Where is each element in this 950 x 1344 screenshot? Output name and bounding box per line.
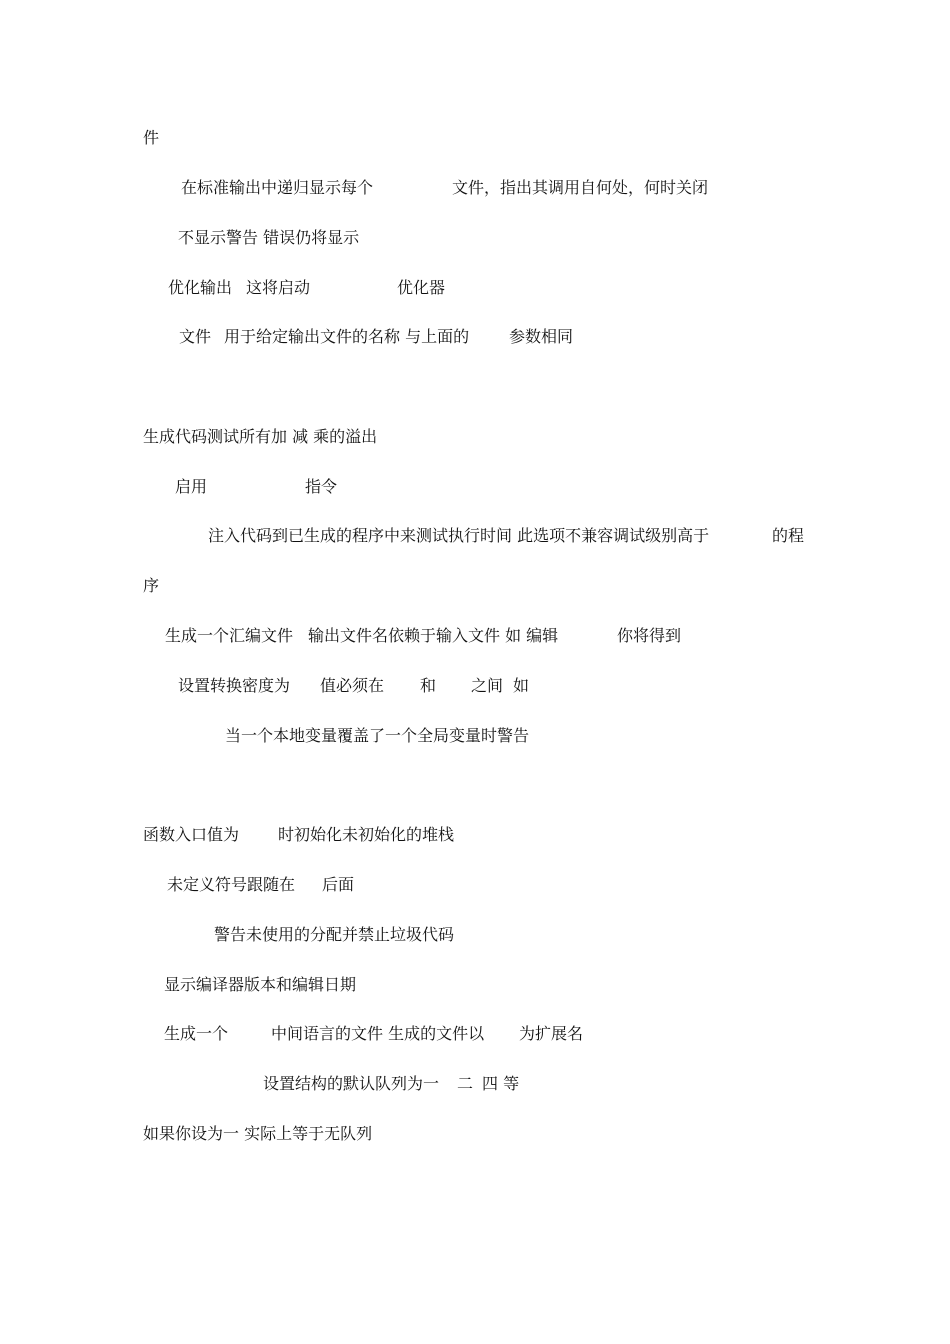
- text-line-2-part-1: 在标准输出中递归显示每个: [181, 178, 374, 197]
- text-line-17-part-3: 为扩展名: [519, 1024, 584, 1043]
- text-line-8-part-1: 注入代码到已生成的程序中来测试执行时间 此选项不兼容调试级别高于: [208, 526, 710, 545]
- text-line-5-part-1: 文件: [179, 327, 212, 346]
- text-line-11-part-4: 之间: [471, 676, 504, 695]
- text-line-17-part-2: 中间语言的文件 生成的文件以: [271, 1024, 485, 1043]
- text-line-13-part-2: 时初始化未初始化的堆栈: [278, 825, 455, 844]
- text-line-10-part-2: 输出文件名依赖于输入文件 如 编辑: [308, 626, 559, 645]
- text-line-11-part-5: 如: [513, 676, 530, 695]
- text-line-18-part-2: 二: [457, 1074, 474, 1093]
- text-line-12: 当一个本地变量覆盖了一个全局变量时警告: [225, 726, 530, 745]
- text-line-5-part-2: 用于给定输出文件的名称 与上面的: [224, 327, 470, 346]
- text-line-17-part-1: 生成一个: [164, 1024, 229, 1043]
- text-line-4-part-2: 这将启动: [246, 278, 311, 297]
- text-line-13-part-1: 函数入口值为: [143, 825, 240, 844]
- text-line-3: 不显示警告 错误仍将显示: [178, 228, 360, 247]
- text-line-14-part-1: 未定义符号跟随在: [167, 875, 296, 894]
- text-line-9: 序: [143, 576, 160, 595]
- text-line-4-part-1: 优化输出: [168, 278, 233, 297]
- text-line-1: 件: [143, 128, 160, 147]
- text-line-11-part-3: 和: [420, 676, 437, 695]
- text-line-19: 如果你设为一 实际上等于无队列: [143, 1124, 373, 1143]
- text-line-5-part-3: 参数相同: [509, 327, 574, 346]
- text-line-11-part-2: 值必须在: [320, 676, 385, 695]
- text-line-7-part-2: 指令: [305, 477, 338, 496]
- text-line-10-part-1: 生成一个汇编文件: [165, 626, 294, 645]
- text-line-8-part-2: 的程: [772, 526, 805, 545]
- text-line-11-part-1: 设置转换密度为: [178, 676, 291, 695]
- text-line-16: 显示编译器版本和编辑日期: [164, 975, 357, 994]
- text-line-2-part-2: 文件，指出其调用自何处，何时关闭: [452, 178, 709, 197]
- text-line-7-part-1: 启用: [175, 477, 208, 496]
- text-line-15: 警告未使用的分配并禁止垃圾代码: [214, 925, 455, 944]
- text-line-18-part-1: 设置结构的默认队列为一: [263, 1074, 440, 1093]
- text-line-4-part-3: 优化器: [397, 278, 446, 297]
- text-line-18-part-3: 四 等: [482, 1074, 520, 1093]
- text-line-14-part-2: 后面: [322, 875, 355, 894]
- text-line-6: 生成代码测试所有加 减 乘的溢出: [143, 427, 378, 446]
- text-line-10-part-3: 你将得到: [617, 626, 682, 645]
